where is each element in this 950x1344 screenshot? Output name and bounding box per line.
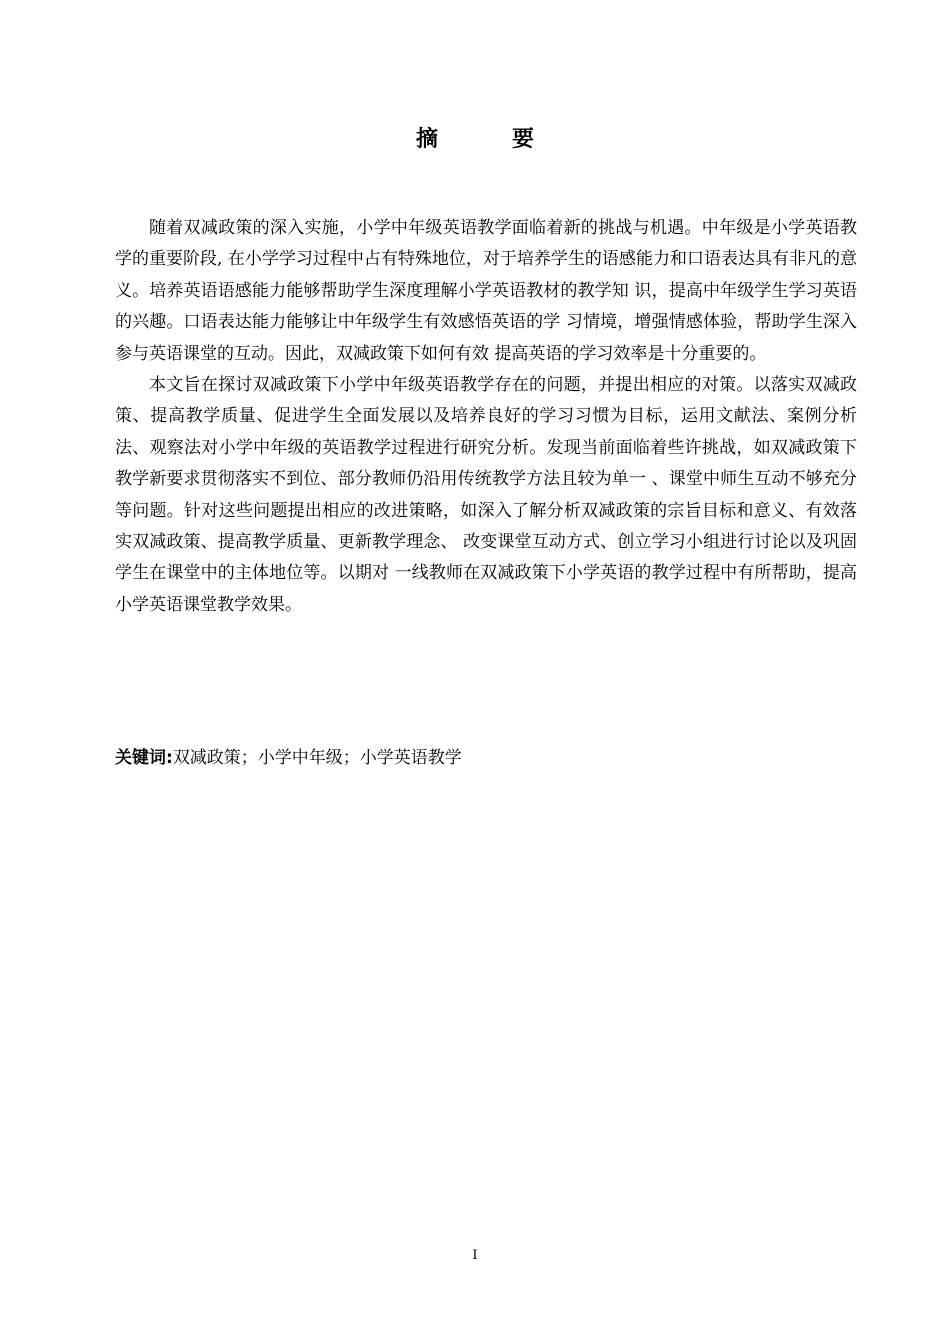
abstract-body — [115, 213, 857, 621]
abstract-paragraph-1: 随着双减政策的深入实施，小学中年级英语教学面临着新的挑战与机遇。中年级是小学英语教学的重要阶段, 在小学学习过程中占有特殊地位，对于培养学生的语感能力和口语表达具有非凡的意义。培养英语语感能力能够帮助学生深度理解小学英语教材的教学知 识，提高中年级学生学习英语的兴趣。口语表达能力能够让中年级学生有效感悟英语的学 习情境，增强情感体验，帮助学生深入参与英语课堂的互动。因此，双减政策下如何有效 提高英语的学习效率是十分重要的。 — [115, 218, 857, 364]
keywords-value: 双减政策；小学中年级；小学英语教学 — [172, 748, 462, 768]
abstract-paragraph-2: 本文旨在探讨双减政策下小学中年级英语教学存在的问题，并提出相应的对策。以落实双减政策、提高教学质量、促进学生全面发展以及培养良好的学习习惯为目标，运用文献法、案例分析法、观察法对小学中年级的英语教学过程进行研究分析。发现当前面临着些许挑战，如双减政策下教学新要求贯彻落实不到位、部分教师仍沿用传统教学方法且较为单一 、课堂中师生互动不够充分等问题。针对这些问题提出相应的改进策略，如深入了解分析双减政策的宗旨目标和意义、有效落实双减政策、提高教学质量、更新教学理念、 改变课堂互动方式、创立学习小组进行讨论以及巩固学生在课堂中的主体地位等。以期对 一线教师在双减政策下小学英语的教学过程中有所帮助，提高小学英语课堂教学效果。 — [115, 375, 857, 615]
abstract-title: 摘 要 — [415, 127, 560, 152]
page-number: I — [472, 1248, 478, 1263]
keywords-line — [115, 744, 857, 772]
keywords-label: 关键词: — [115, 748, 173, 768]
